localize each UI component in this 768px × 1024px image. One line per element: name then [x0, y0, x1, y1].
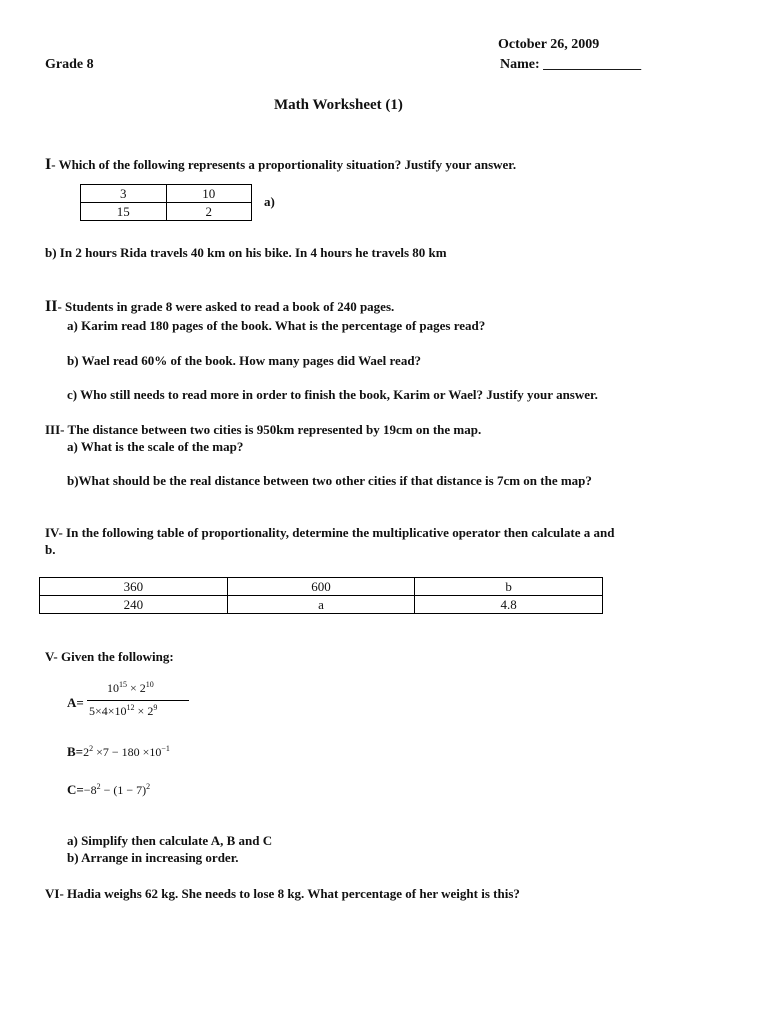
question-3-text: III- The distance between two cities is 950km represented by 19cm on the map.: [45, 422, 482, 437]
expression-a-fraction: [87, 680, 191, 720]
fraction-bar: [87, 700, 189, 701]
expression-b-label: B=: [67, 744, 84, 759]
question-3-a: a) What is the scale of the map?: [67, 439, 244, 454]
question-2-c: c) Who still needs to read more in order to finish the book, Karim or Wael? Justify your answer.: [67, 387, 598, 402]
page-title: Math Worksheet (1): [274, 97, 403, 113]
question-1-a-label: a): [264, 194, 275, 209]
question-5-text: V- Given the following:: [45, 649, 174, 664]
proportion-table-2: [39, 577, 603, 614]
table-cell: 3: [81, 185, 167, 203]
question-6-text: VI- Hadia weighs 62 kg. She needs to lose 8 kg. What percentage of her weight is this?: [45, 886, 520, 901]
question-1-b: b) In 2 hours Rida travels 40 km on his bike. In 4 hours he travels 80 km: [45, 245, 447, 260]
question-3-b: b)What should be the real distance between two other cities if that distance is 7cm on the map?: [67, 473, 592, 488]
expression-b: [67, 741, 170, 760]
table-cell: 10: [166, 185, 252, 203]
expression-a-numerator: $10^{15} \times 2^{10}$: [107, 680, 154, 695]
table-cell: 360: [40, 578, 228, 596]
question-5-b: b) Arrange in increasing order.: [67, 850, 239, 865]
grade-label: Grade 8: [45, 57, 94, 72]
date: October 26, 2009: [498, 37, 600, 52]
question-4-text: IV- In the following table of proportionality, determine the multiplicative operator then calculate a and: [45, 525, 615, 540]
table-row: [81, 203, 252, 221]
expression-c-label: C=: [67, 782, 84, 797]
table-cell: 2: [166, 203, 252, 221]
question-2-text: - Students in grade 8 were asked to read a book of 240 pages.: [57, 299, 395, 314]
table-cell: 15: [81, 203, 167, 221]
expression-c: [67, 779, 150, 798]
expression-a-denominator: $5\times 4\times 10^{12} \times 2^9$: [89, 703, 158, 718]
expression-b-value: $2^2 \times 7 - 180 \times 10^{-1}$: [83, 744, 170, 759]
table-cell: a: [227, 596, 415, 614]
question-2: [45, 299, 394, 315]
table-cell: 240: [40, 596, 228, 614]
table-row: [81, 185, 252, 203]
question-2-b: b) Wael read 60% of the book. How many pages did Wael read?: [67, 353, 422, 368]
expression-a-label: A=: [67, 695, 84, 710]
question-1-numeral: I: [45, 156, 52, 173]
proportion-table-1: [80, 184, 252, 221]
question-1-text: - Which of the following represents a proportionality situation? Justify your answer.: [51, 157, 517, 172]
question-1: [45, 157, 516, 173]
table-cell: 600: [227, 578, 415, 596]
table-cell: 4.8: [415, 596, 603, 614]
expression-c-value: $-8^2 - (1 - 7)^2$: [83, 782, 151, 797]
question-2-a: a) Karim read 180 pages of the book. What is the percentage of pages read?: [67, 318, 486, 333]
question-2-numeral: II: [45, 298, 58, 315]
table-row: [40, 578, 603, 596]
name-field-label: Name: ______________: [500, 57, 642, 72]
question-4-text-cont: b.: [45, 542, 56, 557]
table-row: [40, 596, 603, 614]
table-cell: b: [415, 578, 603, 596]
question-5-a: a) Simplify then calculate A, B and C: [67, 833, 273, 848]
